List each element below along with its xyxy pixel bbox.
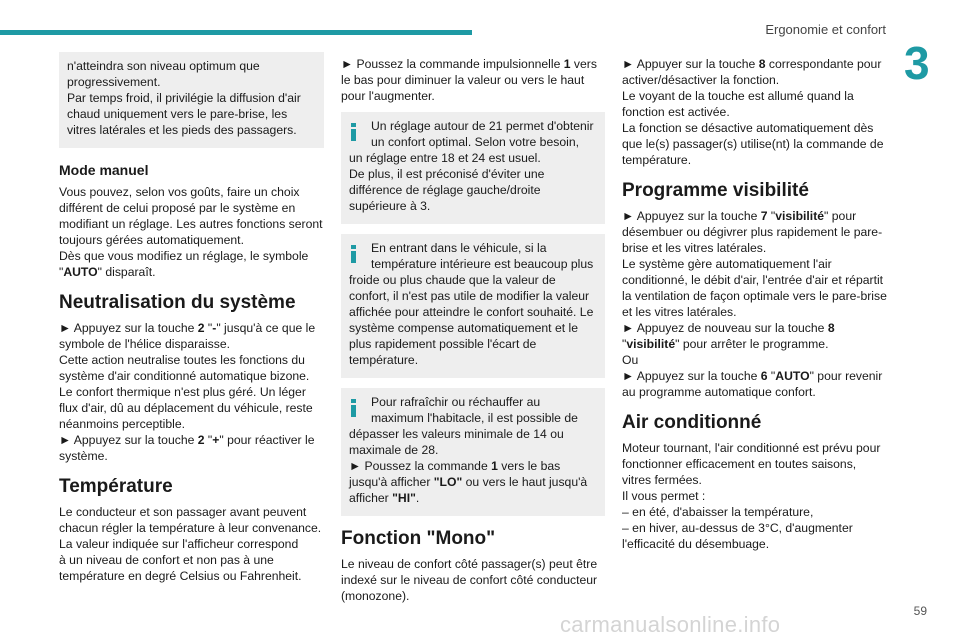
text-line: modifiant un réglage. Les autres fonctions seront bbox=[59, 217, 323, 231]
note-line: un réglage entre 18 et 24 est usuel. bbox=[349, 151, 541, 165]
note-box bbox=[59, 52, 324, 148]
text-line: flux d'air, dû au déplacement du véhicule, reste bbox=[59, 401, 313, 415]
note-line: température intérieure est beaucoup plus bbox=[371, 257, 594, 271]
section-heading-visibilite: Programme visibilité bbox=[622, 180, 809, 201]
chapter-title: Ergonomie et confort bbox=[765, 22, 886, 37]
text-line: ► Appuyez sur la touche 7 "visibilité" pour bbox=[622, 209, 857, 223]
text-line: La valeur indiquée sur l'afficheur correspond bbox=[59, 537, 299, 551]
text-line: et les vitres latérales. bbox=[622, 305, 737, 319]
info-note-box bbox=[341, 112, 605, 224]
section-heading-mode-manuel: Mode manuel bbox=[59, 162, 149, 178]
text-line: La fonction se désactive automatiquement dès bbox=[622, 121, 874, 135]
header-accent-bar bbox=[0, 30, 472, 35]
note-line: confort, il n'est pas utile de modifier la valeur bbox=[349, 289, 590, 303]
text-line: désembuer ou dégivrer plus rapidement le pare- bbox=[622, 225, 883, 239]
note-line: vitres latérales et les pieds des passagers. bbox=[67, 123, 297, 137]
text-line: ► Appuyez sur la touche 2 "+" pour réactiver le bbox=[59, 433, 315, 447]
text-line: au programme automatique confort. bbox=[622, 385, 816, 399]
note-line: Un réglage autour de 21 permet d'obtenir bbox=[371, 119, 594, 133]
note-line: température. bbox=[349, 353, 419, 367]
page-number: 59 bbox=[913, 604, 927, 618]
note-line: différence de réglage gauche/droite bbox=[349, 183, 541, 197]
column-3 bbox=[622, 56, 888, 552]
text-line: (monozone). bbox=[341, 589, 410, 603]
text-line: température. bbox=[622, 153, 692, 167]
text-line: Il vous permet : bbox=[622, 489, 706, 503]
note-line: maximum l'habitacle, il est possible de bbox=[371, 411, 578, 425]
note-line: système compense automatiquement et le bbox=[349, 321, 578, 335]
column-1 bbox=[59, 52, 324, 584]
text-line: toujours gérées automatiquement. bbox=[59, 233, 244, 247]
text-line: différent de celui proposé par le système en bbox=[59, 201, 296, 215]
note-line: En entrant dans le véhicule, si la bbox=[371, 241, 547, 255]
note-line: plus rapidement possible l'écart de bbox=[349, 337, 537, 351]
text-line: indexé sur le niveau de confort côté conducteur bbox=[341, 573, 598, 587]
note-line: affichée pour atteindre le confort souhaité. Le bbox=[349, 305, 594, 319]
text-line: "visibilité" pour arrêter le programme. bbox=[622, 337, 829, 351]
text-line: symbole de l'hélice disparaisse. bbox=[59, 337, 231, 351]
note-line: Pour rafraîchir ou réchauffer au bbox=[371, 395, 541, 409]
text-line: néanmoins perceptible. bbox=[59, 417, 186, 431]
text-line: pour l'augmenter. bbox=[341, 89, 435, 103]
section-heading-neutralisation: Neutralisation du système bbox=[59, 292, 296, 313]
text-line: Le confort thermique n'est plus géré. Un léger bbox=[59, 385, 306, 399]
text-line: conditionné, le débit d'air, l'entrée d'air et répartit bbox=[622, 273, 884, 287]
text-line: fonction est activée. bbox=[622, 105, 730, 119]
note-line: maximale de 28. bbox=[349, 443, 439, 457]
text-line: vitres fermées. bbox=[622, 473, 702, 487]
text-line: Le voyant de la touche est allumé quand la bbox=[622, 89, 854, 103]
info-icon bbox=[351, 123, 357, 141]
section-heading-mono: Fonction "Mono" bbox=[341, 528, 496, 549]
text-line: – en été, d'abaisser la température, bbox=[622, 505, 814, 519]
text-line: Moteur tournant, l'air conditionné est prévu pour bbox=[622, 441, 881, 455]
text-line: à un niveau de confort et non pas à une bbox=[59, 553, 274, 567]
text-line: Le système gère automatiquement l'air bbox=[622, 257, 832, 271]
text-line: la ventilation de façon optimale vers le pare-brise bbox=[622, 289, 887, 303]
note-line: progressivement. bbox=[67, 75, 161, 89]
text-line: activer/désactiver la fonction. bbox=[622, 73, 780, 87]
text-line: système. bbox=[59, 449, 108, 463]
text-line: chacun régler la température à leur convenance. bbox=[59, 521, 322, 535]
text-line: fonctionner efficacement en toutes saisons, bbox=[622, 457, 857, 471]
note-line: Par temps froid, il privilégie la diffusion d'air bbox=[67, 91, 301, 105]
text-line: brise et les vitres latérales. bbox=[622, 241, 767, 255]
info-icon bbox=[351, 245, 357, 263]
text-line: l'efficacité du désembuage. bbox=[622, 537, 770, 551]
text-line: Vous pouvez, selon vos goûts, faire un choix bbox=[59, 185, 300, 199]
note-line: De plus, il est préconisé d'éviter une bbox=[349, 167, 545, 181]
text-line: température en degré Celsius ou Fahrenheit. bbox=[59, 569, 302, 583]
note-line: chaud uniquement vers le pare-brise, les bbox=[67, 107, 288, 121]
text-line: – en hiver, au-dessus de 3°C, d'augmenter bbox=[622, 521, 853, 535]
note-line: jusqu'à afficher "LO" ou vers le haut jusqu'à bbox=[349, 475, 588, 489]
text-line: ► Poussez la commande impulsionnelle 1 vers bbox=[341, 57, 597, 71]
text-line: Cette action neutralise toutes les fonctions du bbox=[59, 353, 305, 367]
text-line: Le niveau de confort côté passager(s) peut être bbox=[341, 557, 598, 571]
info-note-box bbox=[341, 388, 605, 516]
text-line: le bas pour diminuer la valeur ou vers le haut bbox=[341, 73, 585, 87]
text-line: Ou bbox=[622, 353, 639, 367]
watermark: carmanualsonline.info bbox=[560, 612, 781, 637]
info-note-box bbox=[341, 234, 605, 378]
text-line: Dès que vous modifiez un réglage, le symbole bbox=[59, 249, 309, 263]
text-line: Le conducteur et son passager avant peuvent bbox=[59, 505, 307, 519]
column-2 bbox=[341, 56, 605, 604]
chapter-number: 3 bbox=[904, 37, 930, 89]
note-line: froide ou plus chaude que la valeur de bbox=[349, 273, 556, 287]
note-line: un confort optimal. Selon votre besoin, bbox=[371, 135, 579, 149]
note-line: n'atteindra son niveau optimum que bbox=[67, 59, 260, 73]
text-line: ► Appuyez sur la touche 2 "-" jusqu'à ce que le bbox=[59, 321, 316, 335]
text-line: ► Appuyer sur la touche 8 correspondante pour bbox=[622, 57, 882, 71]
section-heading-air-conditionne: Air conditionné bbox=[622, 412, 762, 433]
info-icon bbox=[351, 399, 357, 417]
note-line: ► Poussez la commande 1 vers le bas bbox=[349, 459, 561, 473]
text-line: ► Appuyez de nouveau sur la touche 8 bbox=[622, 321, 835, 335]
note-line: supérieure à 3. bbox=[349, 199, 431, 213]
section-heading-temperature: Température bbox=[59, 476, 173, 497]
text-line: système d'air conditionné automatique bizone. bbox=[59, 369, 310, 383]
text-line: "AUTO" disparaît. bbox=[59, 265, 156, 279]
note-line: dépasser les valeurs minimale de 14 ou bbox=[349, 427, 564, 441]
text-line: que le(s) passager(s) utilise(nt) la commande de bbox=[622, 137, 884, 151]
note-line: afficher "HI". bbox=[349, 491, 420, 505]
text-line: ► Appuyez sur la touche 6 "AUTO" pour revenir bbox=[622, 369, 883, 383]
